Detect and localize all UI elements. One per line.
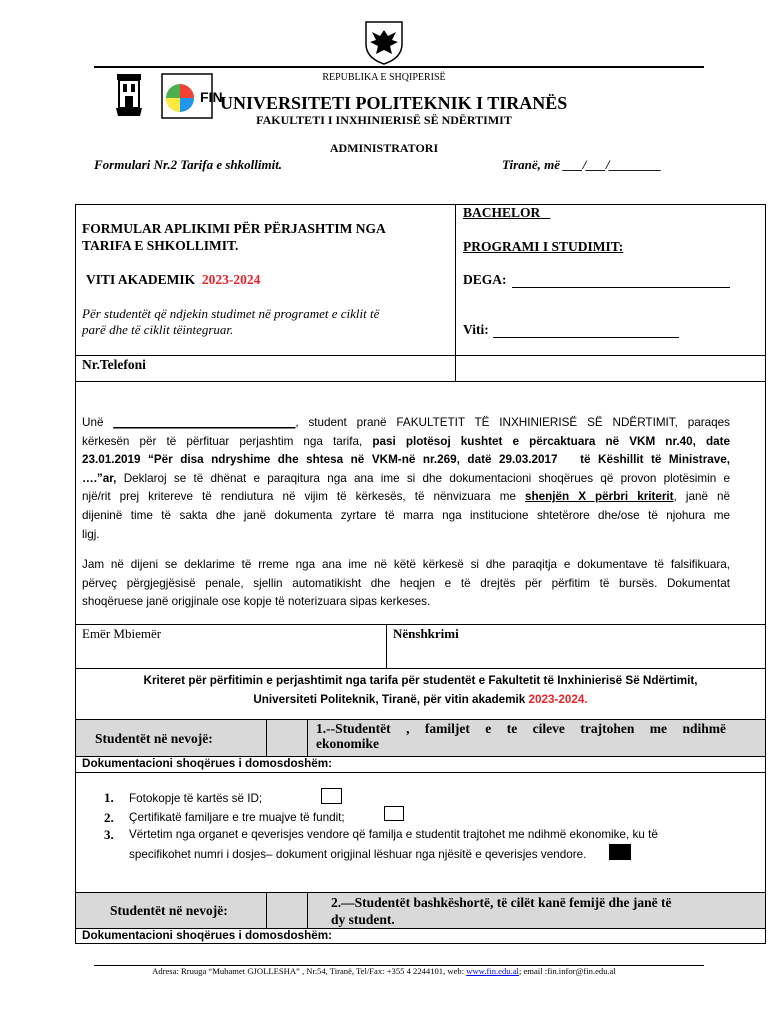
declaration-paragraph: Unë ____________________________, student pranë FAKULTETIT TË INXHINIERISË SË NDËRTIMIT, paraqes kërkesën për të përfituar perjashtim nga tarifa, pasi plotësoj kushtet e përcaktuara në VKM nr.40, date 23.01.2019 “Për disa ndryshime dhe shtesa në VKM-në nr.269, datë 29.03.2017 të Këshillit të Ministrave, ….”ar, Deklaroj se të dhënat e paraqitura nga ana ime si dhe dokumentacioni shoqërues që provon plotësimin e një/rit prej kritereve të rendiutura në vijim të kërkesës, të nënvizuara me shenjën X përbri kriterit, janë në dijeninë time të sakta dhe janë dokumenta zyrtare të marra nga institucione shtetërore dhe/ose të njohura me ligj. — [82, 416, 730, 541]
form-title-line1: FORMULAR APLIKIMI PËR PËRJASHTIM NGA — [82, 221, 386, 236]
bachelor-label: BACHELOR — [463, 205, 541, 220]
dega-input-line[interactable] — [512, 287, 730, 288]
item2-number: 2. — [104, 810, 114, 825]
item3-number: 3. — [104, 827, 114, 842]
form-number: Formulari Nr.2 Tarifa e shkollimit. — [94, 157, 283, 172]
academic-year — [86, 272, 260, 288]
svg-text:FIN: FIN — [200, 89, 223, 105]
item3-checkbox-marked[interactable] — [609, 844, 631, 860]
phone-input[interactable] — [456, 356, 764, 380]
item3-text-line1: Vërtetim nga organet e qeverisjes vendore që familja e studentit trajtohet me ndihmë ekonomike, ku të — [129, 828, 658, 841]
footer-address: Adresa: Rruuga “Muhamet GJOLLESHA” , Nr.54, Tiranë, Tel/Fax: +355 4 2244101, web: www.fin.edu.al; email :fin.infor@fin.edu.al — [152, 966, 616, 976]
university-title: UNIVERSITETI POLITEKNIK I TIRANËS — [220, 93, 568, 113]
signature-label: Nënshkrimi — [393, 626, 459, 641]
viti-label: Viti: — [463, 322, 489, 337]
section2-docs-label: Dokumentacioni shoqërues i domosdoshëm: — [82, 929, 333, 942]
republic-title: REPUBLIKA E SHQIPERISË — [322, 72, 446, 83]
bachelor-field[interactable] — [463, 205, 550, 221]
phone-label: Nr.Telefoni — [82, 357, 146, 372]
viti-input-line[interactable] — [493, 337, 679, 338]
awareness-paragraph: Jam në dijeni se deklarime të rreme nga ana ime në këtë kërkesë si dhe paraqitja e dokumentave të falsifikuara, përveç përgjegjësisë penale, sjellin automatikisht dhe heqjen e të drejtës për përfitim të bursës. Dokumentat shoqëruese janë origjinale ose kopje të noterizuara sipas kerkeses. — [82, 558, 730, 609]
name-input-line[interactable]: ____________________________ — [113, 416, 296, 429]
faculty-title: FAKULTETI I INXHINIERISË SË NDËRTIMIT — [256, 113, 512, 127]
dega-label: DEGA: — [463, 272, 507, 287]
office-title: ADMINISTRATORI — [329, 141, 439, 155]
signature-input[interactable] — [387, 644, 764, 667]
subtitle-line2: parë dhe të ciklit tëintegruar. — [82, 322, 234, 337]
footer-email[interactable]: fin.infor@fin.edu.al — [547, 966, 616, 976]
full-name-input[interactable] — [76, 644, 385, 667]
date-field[interactable]: Tiranë, më ___/___/________ — [502, 157, 662, 172]
academic-year-label: VITI AKADEMIK — [86, 272, 196, 287]
section2-label: Studentët në nevojë: — [110, 903, 228, 918]
albanian-eagle-emblem-icon — [362, 18, 406, 66]
section2-criterion: 2.—Studentët bashkëshortë, të cilët kanë femijë dhe janë të dy student. — [331, 895, 672, 927]
footer-web-link[interactable]: www.fin.edu.al — [466, 966, 519, 976]
section1-docs-label: Dokumentacioni shoqërues i domosdoshëm: — [82, 757, 333, 770]
item1-checkbox[interactable] — [321, 788, 342, 804]
criteria-title: Kriteret për përfitimin e perjashtimit nga tarifa për studentët e Fakultetit të Inxhinierisë Së Ndërtimit, Universiteti Politeknik, Tiranë, për vitin akademik 2023-2024. — [143, 674, 698, 706]
section1-label: Studentët në nevojë: — [95, 731, 213, 746]
section2-checkbox[interactable] — [268, 894, 306, 927]
item1-text: Fotokopje të kartës së ID; — [129, 792, 263, 805]
item2-checkbox[interactable] — [384, 806, 404, 821]
section1-criterion: 1.--Studentët , familjet e te cileve trajtohen me ndihmë ekonomike — [316, 721, 726, 751]
item3-text-line2: specifikohet numri i dosjes– dokument origjinal lëshuar nga njësitë e qeverisjes vendore. — [129, 848, 587, 861]
full-name-label: Emër Mbiemër — [82, 626, 162, 641]
study-program-label: PROGRAMI I STUDIMIT: — [463, 239, 624, 254]
subtitle-line1: Për studentët që ndjekin studimet në programet e ciklit të — [82, 306, 380, 321]
item1-number: 1. — [104, 790, 114, 805]
academic-year-value: 2023-2024 — [201, 272, 261, 287]
form-title-line2: TARIFA E SHKOLLIMIT. — [82, 238, 239, 253]
item2-text: Çertifikatë familjare e tre muajve të fundit; — [129, 811, 345, 824]
section1-checkbox[interactable] — [268, 721, 306, 755]
